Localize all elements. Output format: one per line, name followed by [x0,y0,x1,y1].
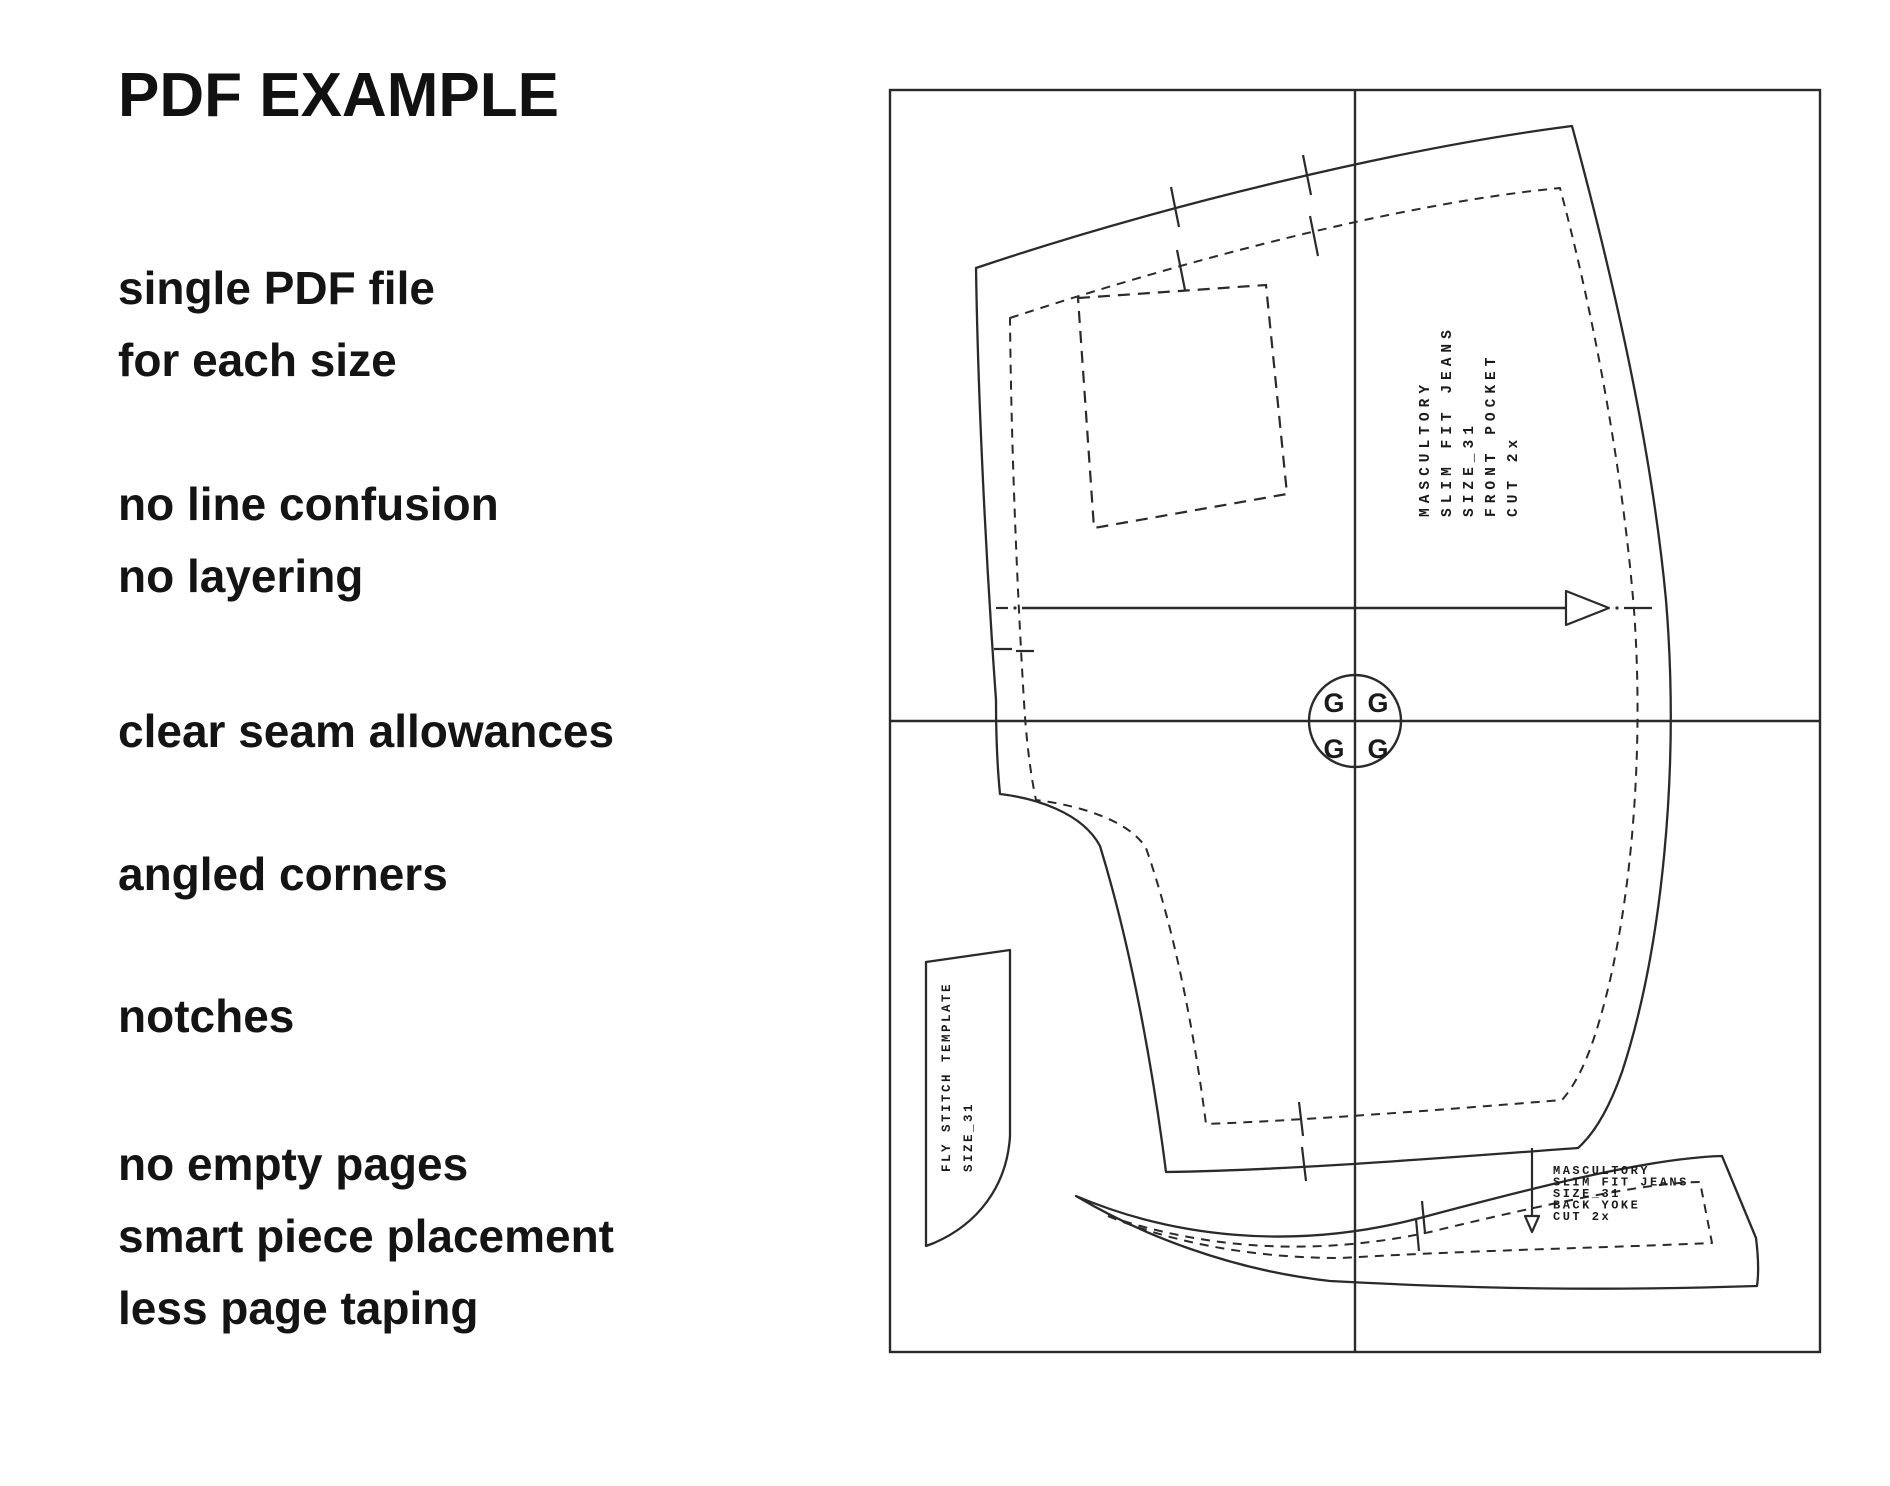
front-pocket-outline [976,126,1671,1172]
svg-text:SIZE_31: SIZE_31 [1462,421,1478,517]
notch-tick [1416,1219,1419,1251]
feature-line: for each size [118,334,397,386]
page-title: PDF EXAMPLE [118,61,559,130]
feature-line: no line confusion [118,478,499,530]
glue-mark-letter: G [1323,734,1345,764]
feature-line: no layering [118,550,364,602]
fly-template-label [940,982,976,1172]
notch-tick [1422,1201,1425,1233]
front-pocket-label [1418,325,1522,517]
notch-tick [1177,250,1185,290]
grainline-arrowhead [1566,591,1609,625]
grainline-arrow [996,591,1652,625]
front-pocket-seam-line [1010,188,1638,1124]
glue-mark-letter: G [1367,734,1389,764]
feature-line: less page taping [118,1282,479,1334]
feature-line: clear seam allowances [118,705,615,757]
svg-text:FLY STITCH TEMPLATE: FLY STITCH TEMPLATE [940,981,954,1172]
notch-tick [1310,216,1318,256]
notch-tick [1302,1147,1306,1181]
back-yoke-label: MASCULTORY SLIM FIT JEANS SIZE_31 BACK YOKE CUT 2x [1553,1164,1689,1224]
feature-line: angled corners [118,848,448,900]
feature-line: smart piece placement [118,1210,615,1262]
pocket-placement-outline [1078,285,1287,528]
svg-text:CUT 2x: CUT 2x [1506,434,1522,517]
glue-mark-letter: G [1367,688,1389,718]
svg-text:SIZE_31: SIZE_31 [962,1101,976,1172]
fly-template-outline [926,950,1010,1246]
yoke-arrowhead [1525,1216,1539,1232]
feature-line: no empty pages [118,1138,469,1190]
feature-line: notches [118,990,295,1042]
svg-text:SLIM FIT JEANS: SLIM FIT JEANS [1440,325,1456,517]
svg-text:FRONT POCKET: FRONT POCKET [1484,352,1500,517]
svg-text:MASCULTORY: MASCULTORY [1418,379,1434,517]
glue-mark-letter: G [1323,688,1345,718]
feature-line: single PDF file [118,262,435,314]
